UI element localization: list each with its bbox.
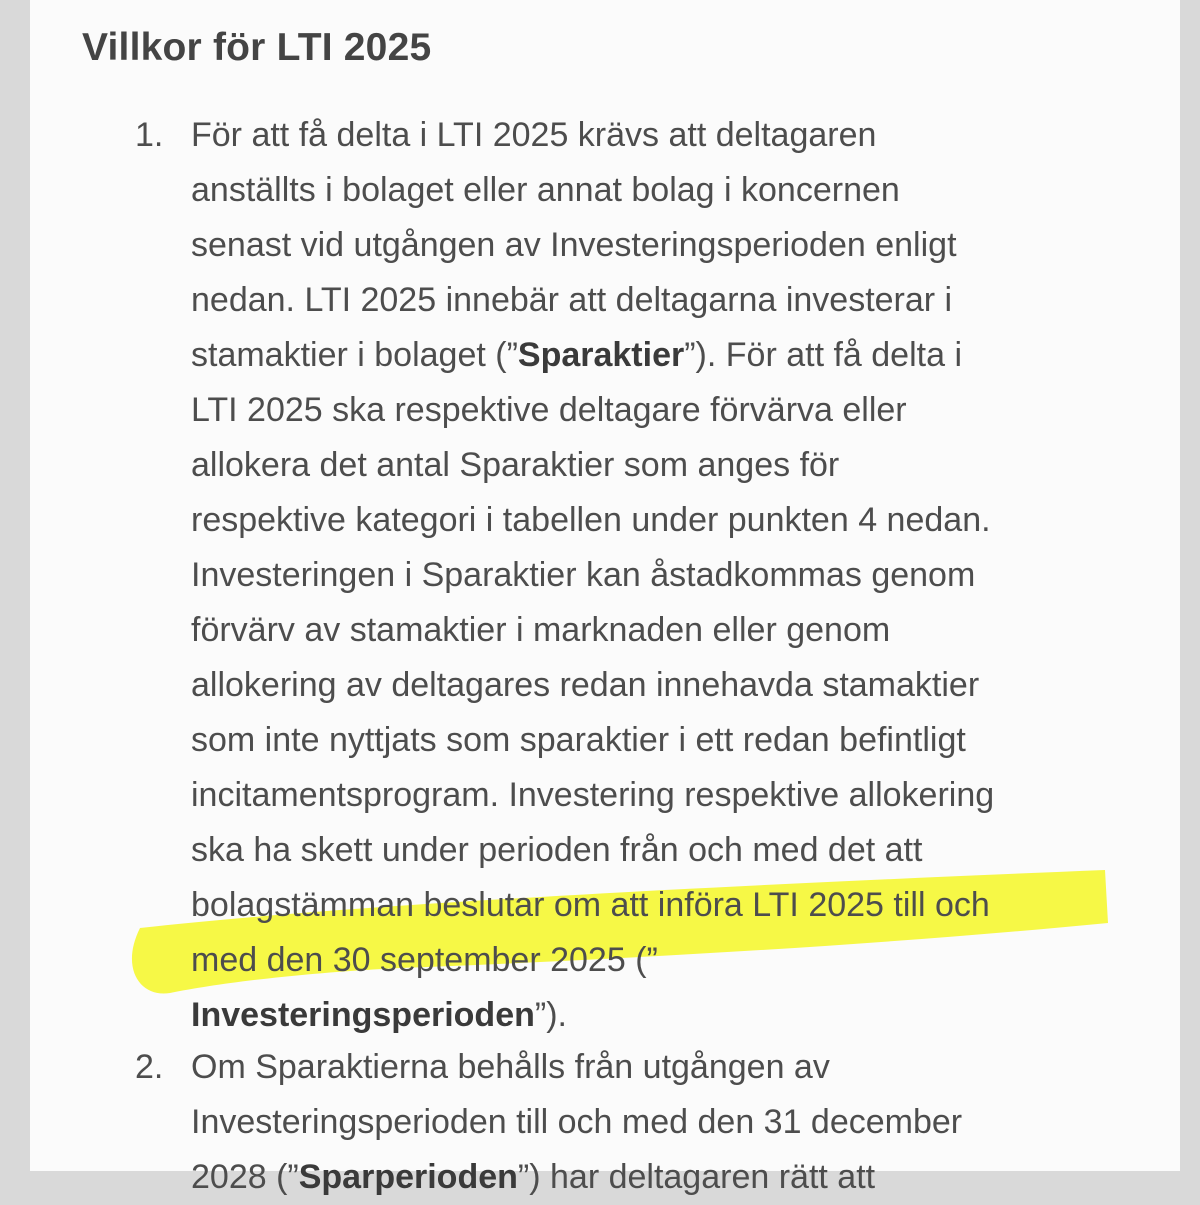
list-number: 2. [135,1048,164,1086]
section-heading: Villkor för LTI 2025 [82,26,432,69]
text-line: anställts i bolaget eller annat bolag i koncernen [191,171,900,209]
text-line: med den 30 september 2025 (” [191,941,658,979]
text-line: som inte nyttjats som sparaktier i ett redan befintligt [191,721,966,759]
text-line: förvärv av stamaktier i marknaden eller genom [191,611,891,649]
text-line: För att få delta i LTI 2025 krävs att deltagaren [191,116,877,154]
document-page [30,0,1180,1196]
text-line: incitamentsprogram. Investering respektive allokering [191,776,995,814]
text-line: Investeringsperioden till och med den 31 december [191,1103,963,1141]
defined-term: Investeringsperioden [191,996,535,1034]
text-line: respektive kategori i tabellen under punkten 4 nedan. [191,501,991,539]
text-line: Om Sparaktierna behålls från utgången av [191,1048,830,1086]
text-line: Investeringsperioden”). [191,996,567,1034]
text-line: senast vid utgången av Investeringsperioden enligt [191,226,957,264]
list-number: 1. [135,116,164,154]
defined-term: Sparperioden [298,1158,518,1196]
text-line: ska ha skett under perioden från och med det att [191,831,923,869]
text-line: stamaktier i bolaget (”Sparaktier”). För att få delta i [191,336,962,374]
text-line: allokering av deltagares redan innehavda stamaktier [191,666,980,704]
text-line: nedan. LTI 2025 innebär att deltagarna investerar i [191,281,953,319]
text-line: LTI 2025 ska respektive deltagare förvärva eller [191,391,907,429]
text-line: Investeringen i Sparaktier kan åstadkommas genom [191,556,976,594]
text-line: allokera det antal Sparaktier som anges för [191,446,840,484]
defined-term: Sparaktier [517,336,685,374]
text-line: bolagstämman beslutar om att införa LTI 2025 till och [191,886,990,924]
text-line: 2028 (”Sparperioden”) har deltagaren rätt att [191,1158,876,1196]
